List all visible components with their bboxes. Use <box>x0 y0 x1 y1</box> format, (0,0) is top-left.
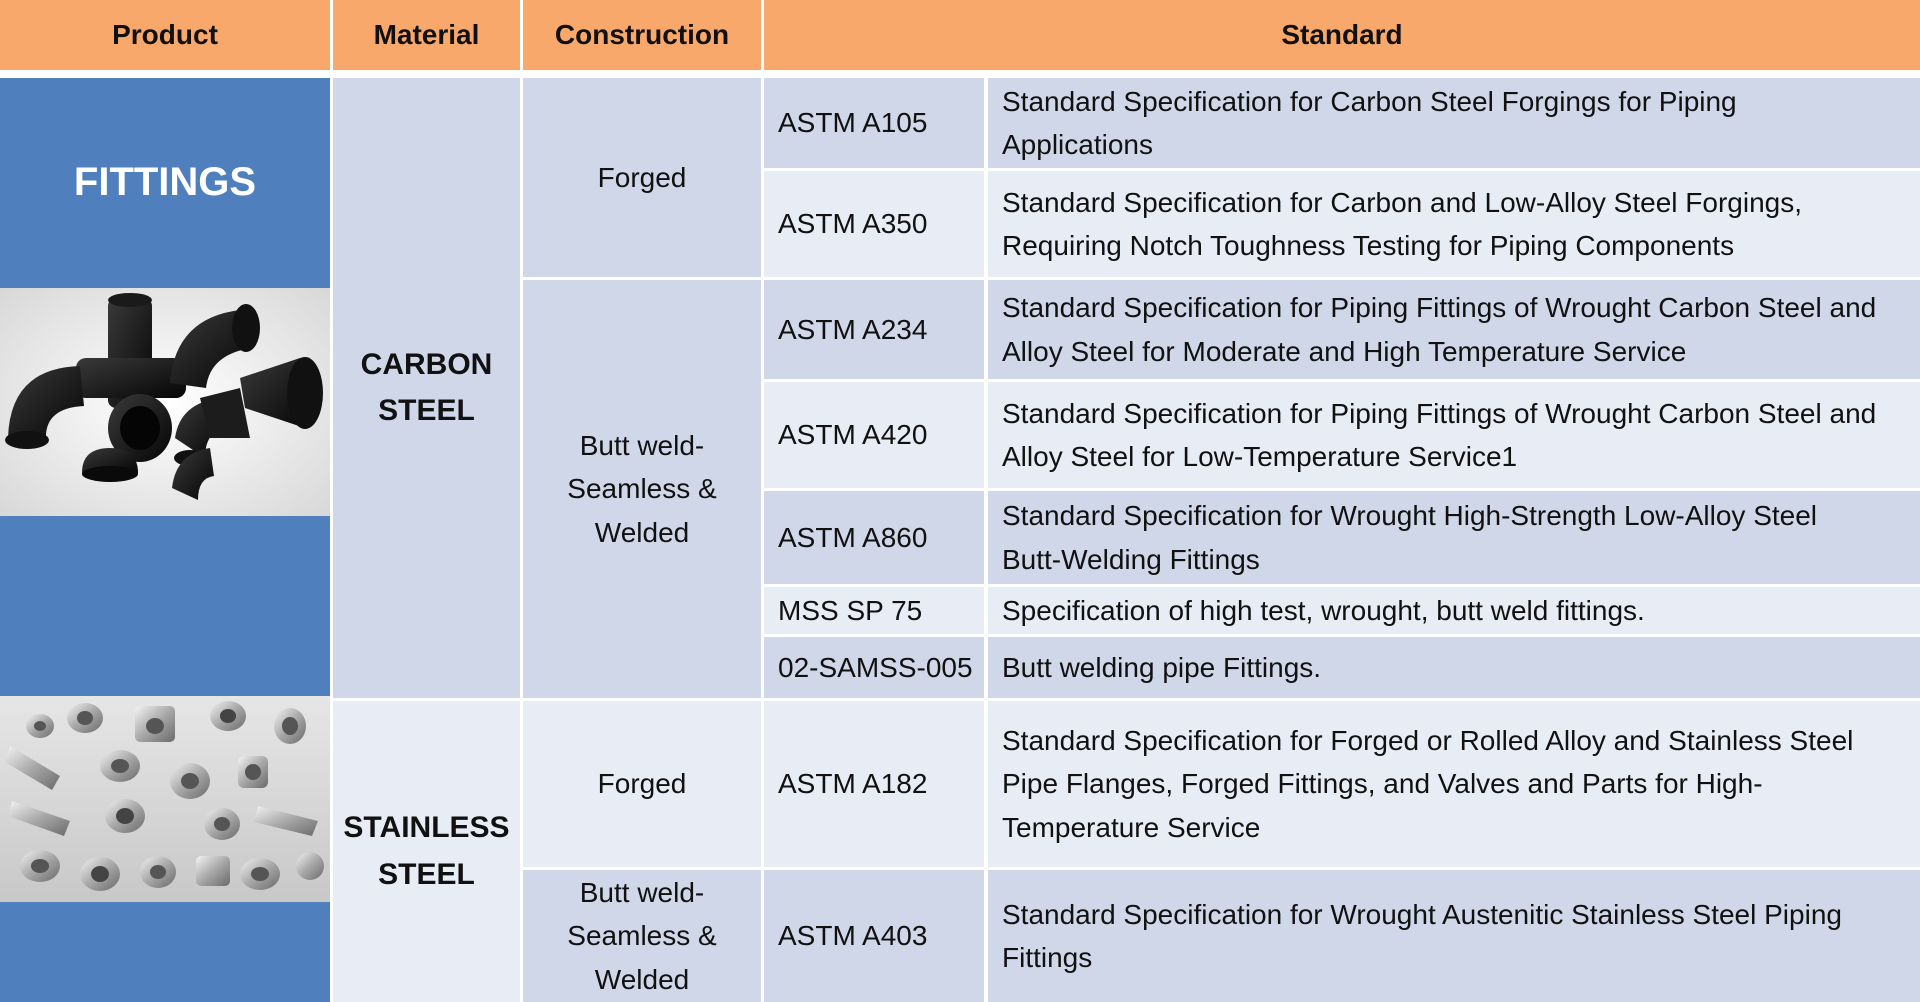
construction-forged-carbon: Forged <box>523 78 761 277</box>
product-label: FITTINGS <box>73 159 257 204</box>
material-carbon-line1: CARBON <box>360 347 493 381</box>
material-carbon-steel <box>333 78 520 698</box>
description-line: Requiring Notch Toughness Testing for Piping Components <box>1002 230 1735 261</box>
header-construction: Construction <box>523 0 761 70</box>
standard-description <box>988 280 1920 379</box>
standard-code: ASTM A105 <box>764 78 984 168</box>
standard-description <box>988 171 1920 277</box>
description-line: Standard Specification for Piping Fittings of Wrought Carbon Steel and <box>1002 397 1877 429</box>
standard-code: ASTM A234 <box>764 280 984 379</box>
description-line: Standard Specification for Carbon and Low-Alloy Steel Forgings, <box>1002 186 1802 218</box>
description-line: Standard Specification for Wrought High-Strength Low-Alloy Steel <box>1002 500 1818 532</box>
standard-code: 02-SAMSS-005 <box>764 637 984 698</box>
header-standard: Standard <box>764 0 1920 70</box>
description-line: Temperature Service <box>1002 811 1261 843</box>
standard-code: ASTM A182 <box>764 701 984 867</box>
standard-description <box>988 78 1920 168</box>
standard-code: ASTM A420 <box>764 382 984 488</box>
description-line: Standard Specification for Forged or Rolled Alloy and Stainless Steel <box>1002 724 1854 756</box>
material-stainless-steel <box>333 701 520 1002</box>
description-line: Standard Specification for Wrought Austenitic Stainless Steel Piping <box>1002 898 1842 930</box>
material-stainless-line1: STAINLESS <box>343 811 510 844</box>
description-line: Butt welding pipe Fittings. <box>1002 651 1322 683</box>
material-carbon-line2: STEEL <box>378 394 475 427</box>
description-line: Applications <box>1002 129 1153 160</box>
construction-buttweld-line2: Seamless & <box>567 473 717 505</box>
construction-buttweld-line3: Welded <box>594 516 690 548</box>
standard-description <box>988 701 1920 867</box>
stainless-fittings-image <box>0 696 330 902</box>
carbon-fittings-image <box>0 288 330 516</box>
construction-buttweld-stainless <box>523 870 761 1002</box>
material-stainless-line2: STEEL <box>378 857 475 891</box>
standard-description <box>988 587 1920 634</box>
description-line: Standard Specification for Carbon Steel Forgings for Piping <box>1002 85 1737 117</box>
standard-code: ASTM A350 <box>764 171 984 277</box>
standard-description <box>988 382 1920 488</box>
description-line: Pipe Flanges, Forged Fittings, and Valves and Parts for High- <box>1002 768 1763 800</box>
header-product: Product <box>0 0 330 70</box>
standard-description <box>988 870 1920 1002</box>
construction-forged-stainless: Forged <box>523 701 761 867</box>
header-material: Material <box>333 0 520 70</box>
construction-buttweld-line1: Butt weld- <box>579 876 705 908</box>
construction-buttweld-carbon <box>523 280 761 698</box>
standard-code: ASTM A860 <box>764 491 984 584</box>
standard-description <box>988 637 1920 698</box>
description-line: Specification of high test, wrought, butt weld fittings. <box>1002 594 1645 626</box>
description-line: Alloy Steel for Moderate and High Temperature Service <box>1002 335 1687 367</box>
standard-code: MSS SP 75 <box>764 587 984 634</box>
construction-buttweld-line3: Welded <box>594 963 690 995</box>
standard-description <box>988 491 1920 584</box>
standard-code: ASTM A403 <box>764 870 984 1002</box>
description-line: Standard Specification for Piping Fittings of Wrought Carbon Steel and <box>1002 292 1877 324</box>
construction-buttweld-line2: Seamless & <box>567 920 717 952</box>
description-line: Alloy Steel for Low-Temperature Service1 <box>1002 441 1518 472</box>
description-line: Fittings <box>1002 942 1093 973</box>
description-line: Butt-Welding Fittings <box>1002 543 1260 575</box>
construction-buttweld-line1: Butt weld- <box>579 429 705 461</box>
